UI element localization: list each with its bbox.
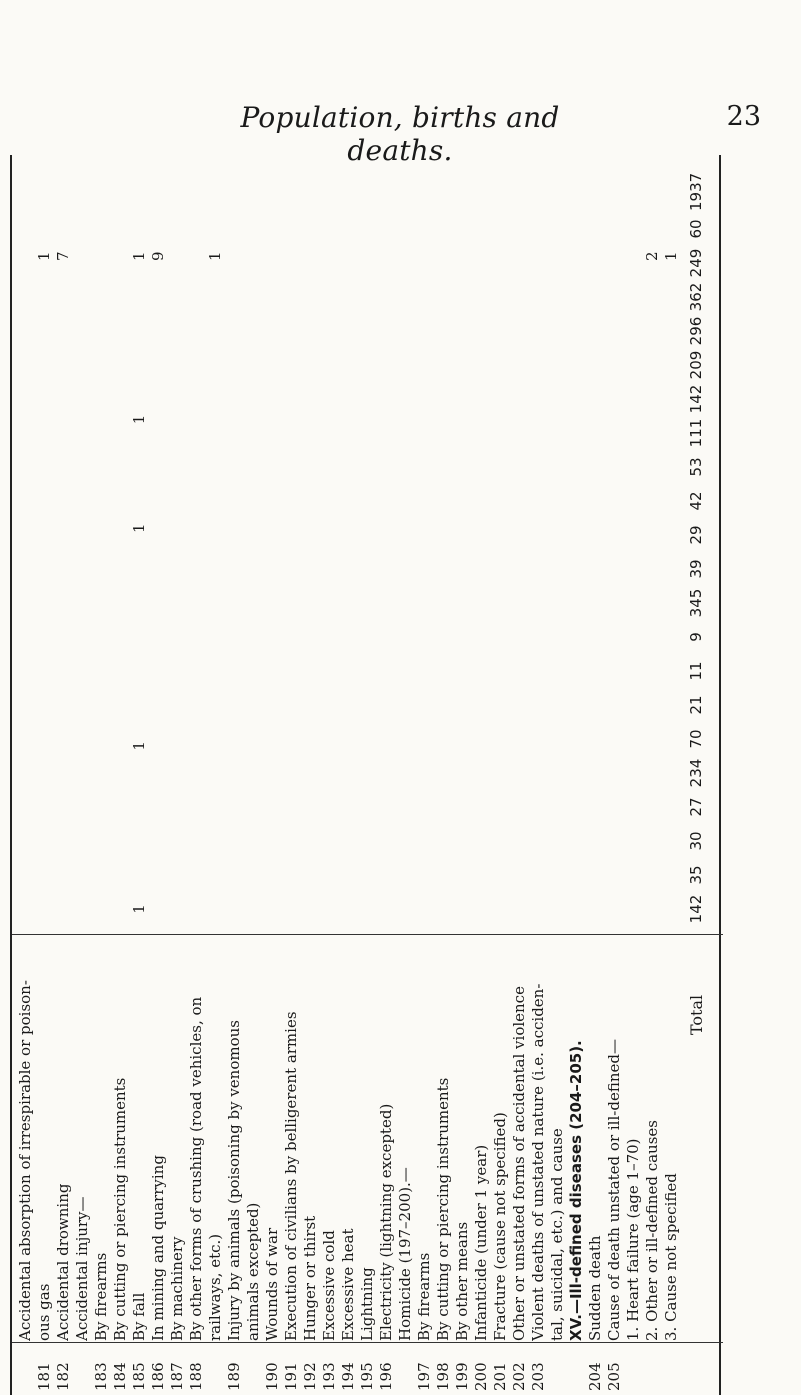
row-cause: Injury by animals (poisoning by venomous [225, 1020, 243, 1341]
row-code: 204 [586, 1362, 604, 1391]
table-row [16, 155, 35, 1395]
row-cause: Hunger or thirst [301, 1215, 319, 1341]
row-value: 1 [662, 251, 680, 261]
table-row [73, 155, 92, 1395]
total-value: 42 [687, 491, 705, 511]
table-row [567, 155, 586, 1395]
total-value: 30 [687, 831, 705, 851]
row-code: 199 [453, 1362, 471, 1391]
page-number: 23 [726, 101, 761, 132]
total-value: 362 [687, 282, 705, 312]
table-row [111, 155, 130, 1395]
table-row [472, 155, 491, 1395]
row-cause: 1. Heart failure (age 1–70) [624, 1138, 642, 1341]
table-row [92, 155, 111, 1395]
row-cause: XV.—Ill-defined diseases (204–205). [567, 1040, 585, 1341]
row-cause: By machinery [168, 1236, 186, 1341]
row-cause: Accidental injury— [73, 1196, 91, 1341]
table-row [415, 155, 434, 1395]
rotated-table [10, 155, 721, 1395]
row-code: 187 [168, 1362, 186, 1391]
row-cause: animals excepted) [244, 1202, 262, 1341]
row-code: 200 [472, 1362, 490, 1391]
row-cause: Accidental absorption of irrespirable or poison- [16, 980, 34, 1341]
row-value: 1 [130, 523, 148, 533]
table-row [377, 155, 396, 1395]
row-value: 9 [149, 251, 167, 261]
row-code: 193 [320, 1362, 338, 1391]
table-row [187, 155, 206, 1395]
total-value: 345 [687, 588, 705, 618]
row-cause: Cause of death unstated or ill-defined— [605, 1039, 623, 1341]
total-value: 9 [687, 632, 705, 642]
total-value: 21 [687, 695, 705, 715]
row-value: 7 [54, 251, 72, 261]
table-row [263, 155, 282, 1395]
row-code: 192 [301, 1362, 319, 1391]
row-code: 198 [434, 1362, 452, 1391]
row-cause: Other or unstated forms of accidental violence [510, 986, 528, 1341]
row-cause: Homicide (197–200).— [396, 1167, 414, 1341]
row-code: 190 [263, 1362, 281, 1391]
row-value: 1 [206, 251, 224, 261]
table-row [320, 155, 339, 1395]
row-cause: By firearms [92, 1252, 110, 1341]
total-value: 70 [687, 729, 705, 749]
row-cause: In mining and quarrying [149, 1155, 167, 1341]
row-cause: ous gas [35, 1283, 53, 1341]
running-title: Population, births and deaths. [240, 101, 560, 167]
table-row [130, 155, 149, 1395]
table-row [206, 155, 225, 1395]
total-value: 234 [687, 758, 705, 788]
table-row [434, 155, 453, 1395]
row-value: 1 [130, 414, 148, 425]
total-value: 111 [687, 418, 705, 448]
table-row [282, 155, 301, 1395]
table-row [301, 155, 320, 1395]
total-value: 209 [687, 350, 705, 380]
total-value: 11 [687, 661, 705, 681]
row-cause: By fall [130, 1292, 148, 1341]
table-row [358, 155, 377, 1395]
row-code: 196 [377, 1362, 395, 1391]
row-cause: By cutting or piercing instruments [434, 1077, 452, 1341]
row-cause: Excessive cold [320, 1230, 338, 1341]
row-code: 189 [225, 1362, 243, 1391]
row-code: 183 [92, 1362, 110, 1391]
table-row [225, 155, 244, 1395]
total-value: 249 [687, 248, 705, 278]
table-row [244, 155, 263, 1395]
row-value: 1 [130, 741, 148, 751]
total-value: 60 [687, 219, 705, 239]
row-cause: Infanticide (under 1 year) [472, 1144, 490, 1341]
total-value: 142 [687, 894, 705, 924]
row-code: 182 [54, 1362, 72, 1391]
row-cause: Lightning [358, 1267, 376, 1341]
total-value: 27 [687, 797, 705, 817]
row-code: 195 [358, 1362, 376, 1391]
row-cause: By cutting or piercing instruments [111, 1077, 129, 1341]
table-row [54, 155, 73, 1395]
row-cause: Wounds of war [263, 1227, 281, 1341]
row-cause: tal, suicidal, etc.) and cause [548, 1128, 566, 1341]
total-label: Total [687, 994, 706, 1035]
row-code: 181 [35, 1362, 53, 1391]
total-value: 35 [687, 865, 705, 885]
row-code: 202 [510, 1362, 528, 1391]
total-value: 1937 [687, 172, 705, 211]
total-value: 53 [687, 457, 705, 477]
table-row [149, 155, 168, 1395]
table-row [168, 155, 187, 1395]
row-value: 2 [643, 251, 661, 261]
table-row [643, 155, 662, 1395]
row-cause: Execution of civilians by belligerent armies [282, 1011, 300, 1341]
total-value: 39 [687, 559, 705, 579]
table-row [605, 155, 624, 1395]
table-row [548, 155, 567, 1395]
row-code: 201 [491, 1362, 509, 1391]
row-cause: 2. Other or ill-defined causes [643, 1120, 661, 1341]
row-code: 185 [130, 1362, 148, 1391]
row-code: 194 [339, 1362, 357, 1391]
table-row [491, 155, 510, 1395]
row-cause: By firearms [415, 1252, 433, 1341]
table-row [339, 155, 358, 1395]
row-code: 205 [605, 1362, 623, 1391]
row-code: 188 [187, 1362, 205, 1391]
page-header [0, 95, 801, 167]
row-cause: Sudden death [586, 1235, 604, 1341]
row-code: 186 [149, 1362, 167, 1391]
row-code: 184 [111, 1362, 129, 1391]
table-row [529, 155, 548, 1395]
row-value: 1 [35, 251, 53, 261]
table-row [396, 155, 415, 1395]
row-cause: Electricity (lightning excepted) [377, 1103, 395, 1341]
row-value: 1 [130, 904, 148, 914]
row-cause: 3. Cause not specified [662, 1173, 680, 1341]
row-cause: Excessive heat [339, 1228, 357, 1341]
table-row [453, 155, 472, 1395]
table-row [586, 155, 605, 1395]
table-row [662, 155, 681, 1395]
total-row [687, 155, 706, 1395]
row-code: 197 [415, 1362, 433, 1391]
row-value: 1 [130, 251, 148, 261]
total-value: 142 [687, 384, 705, 414]
total-value: 29 [687, 525, 705, 545]
row-cause: Fracture (cause not specified) [491, 1112, 509, 1341]
table-row [510, 155, 529, 1395]
table-row [35, 155, 54, 1395]
row-cause: By other means [453, 1221, 471, 1341]
row-cause: railways, etc.) [206, 1233, 224, 1341]
row-code: 191 [282, 1362, 300, 1391]
row-code: 203 [529, 1362, 547, 1391]
total-value: 296 [687, 316, 705, 346]
row-cause: Accidental drowning [54, 1183, 72, 1341]
row-cause: Violent deaths of unstated nature (i.e. acciden- [529, 983, 547, 1341]
table-row [624, 155, 643, 1395]
row-cause: By other forms of crushing (road vehicles, on [187, 996, 205, 1341]
